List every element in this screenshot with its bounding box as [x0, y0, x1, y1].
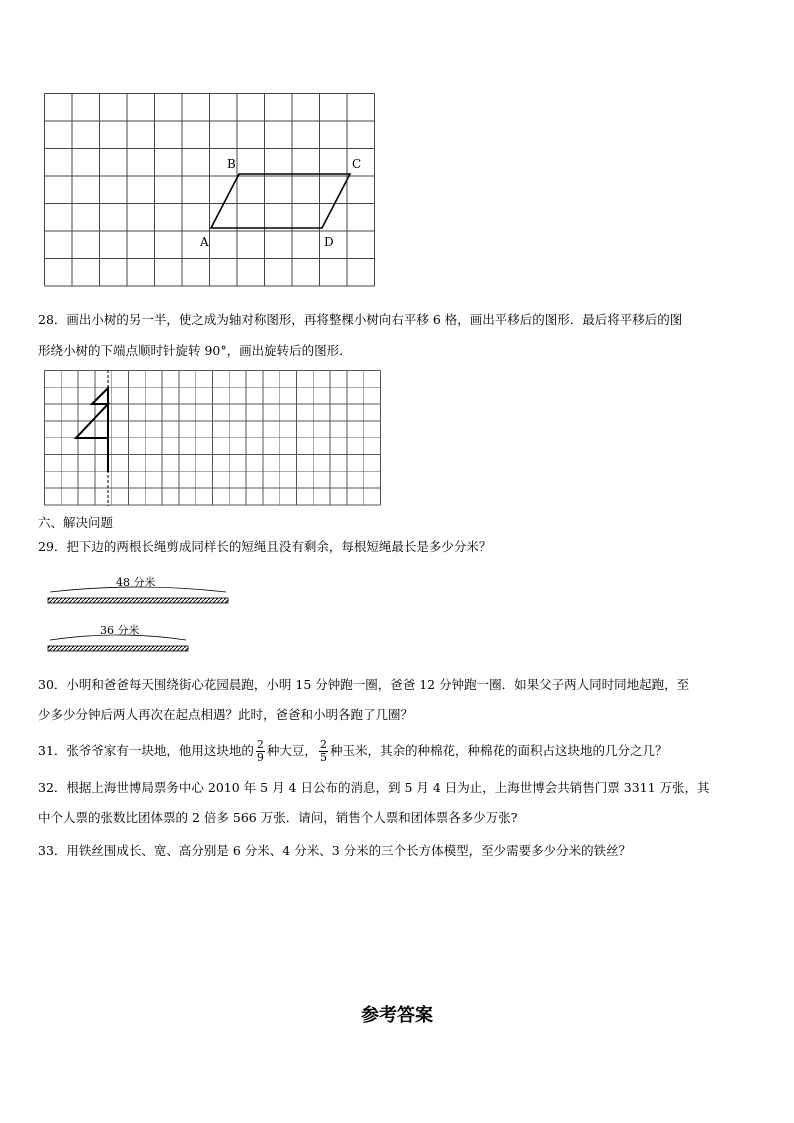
question-33: 33．用铁丝围成长、宽、高分别是 6 分米、4 分米、3 分米的三个长方体模型，至少需要多少分米的铁丝？	[38, 843, 632, 858]
question-31	[38, 737, 667, 765]
half-tree	[76, 388, 108, 472]
fraction-2-9: $\frac{2}{9}$	[256, 738, 264, 764]
fraction-2-5: $\frac{2}{5}$	[319, 738, 327, 764]
label-b: B	[227, 157, 236, 171]
label-c: C	[352, 157, 362, 171]
question-29: 29．把下边的两根长绳剪成同样长的短绳且没有剩余，每根短绳最长是多少分米？	[38, 539, 492, 554]
rope-36-label: 36 分米	[100, 624, 140, 637]
label-d: D	[324, 235, 334, 249]
tree-grid	[44, 370, 384, 510]
question-32-line1: 32．根据上海世博局票务中心 2010 年 5 月 4 日公布的消息，到 5 月 4 日为止，上海世博会共销售门票 3311 万张，其	[38, 780, 710, 795]
question-31-part1: 31．张爷爷家有一块地，他用这块地的	[38, 743, 254, 758]
parallelogram-abcd	[211, 174, 350, 228]
answer-title: 参考答案	[361, 1005, 433, 1026]
section-heading: 六、解决问题	[38, 515, 114, 530]
question-31-part2: 种大豆，	[266, 743, 317, 758]
question-31-part3: 种玉米，其余的种棉花，种棉花的面积占这块地的几分之几？	[329, 743, 668, 758]
rope-48-label: 48 分米	[116, 576, 156, 589]
question-28-line1: 28．画出小树的另一半，使之成为轴对称图形，再将整棵小树向右平移 6 格，画出平移后的图形．最后将平移后的图	[38, 312, 683, 327]
parallelogram-grid	[40, 90, 385, 290]
question-30-line1: 30．小明和爸爸每天围绕街心花园晨跑，小明 15 分钟跑一圈，爸爸 12 分钟跑一圈．如果父子两人同时同地起跑，至	[38, 677, 690, 692]
question-28-line2: 形绕小树的下端点顺时针旋转 90°，画出旋转后的图形．	[38, 343, 352, 358]
label-a: A	[200, 235, 209, 249]
rope-48	[48, 575, 228, 603]
rope-36	[48, 623, 188, 651]
rope-diagram	[44, 572, 234, 658]
question-30-line2: 少多少分钟后两人再次在起点相遇？此时，爸爸和小明各跑了几圈？	[38, 707, 414, 722]
question-32-line2: 中个人票的张数比团体票的 2 倍多 566 万张．请问，销售个人票和团体票各多少万张?	[38, 810, 518, 825]
